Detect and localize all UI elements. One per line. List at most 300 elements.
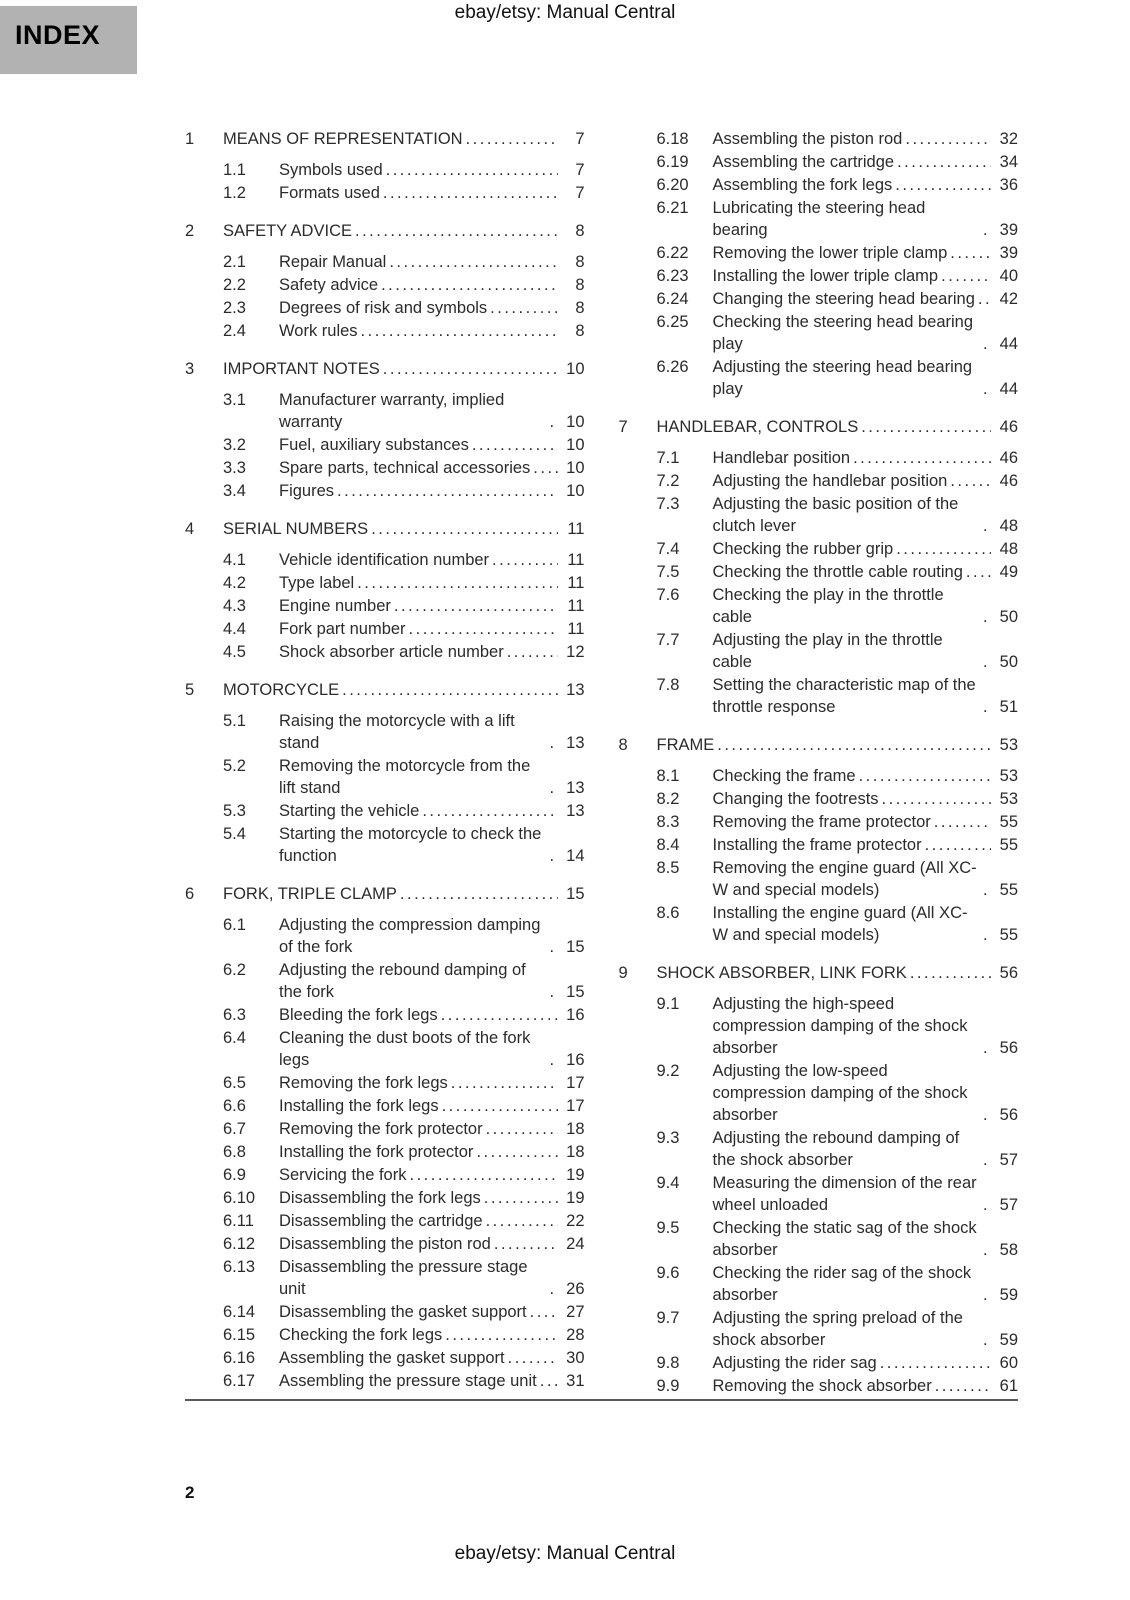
entry-number: 6.12 [223,1235,256,1253]
dot-leader [905,128,991,150]
toc-item-entry [223,1210,585,1232]
entry-number: 3.4 [223,482,246,500]
entry-title: Safety advice [279,276,379,294]
dot-leader [983,1194,991,1216]
entry-body [279,755,585,799]
entry-page: 39 [999,244,1018,262]
entry-number: 3.3 [223,459,246,477]
entry-body [713,1172,1019,1216]
toc-item-entry [223,1027,585,1071]
entry-body [713,1262,1019,1306]
entry-page: 11 [567,551,585,569]
toc-item-entry [657,1307,1019,1351]
entry-body [713,242,1019,264]
dot-leader [445,1324,557,1346]
entry-page: 53 [999,790,1018,808]
toc-item-entry [223,389,585,433]
entry-page: 57 [999,1151,1018,1169]
dot-leader [466,128,558,150]
dot-leader [355,220,558,242]
dot-leader [472,434,558,456]
entry-title: SERIAL NUMBERS [223,520,369,538]
toc-section-entry [185,518,585,540]
toc-item-entry [223,251,585,273]
entry-title: Adjusting the compression damping of the fork [279,916,541,956]
dot-leader [853,447,991,469]
entry-title: Installing the lower triple clamp [712,267,939,285]
toc-item-entry [223,1141,585,1163]
entry-body [279,274,585,296]
entry-page: 46 [999,418,1018,436]
entry-number: 7.5 [656,563,680,581]
dot-leader [859,765,991,787]
toc-item-entry [223,1004,585,1026]
entry-page: 11 [567,597,585,615]
entry-number: 6.14 [223,1303,256,1321]
entry-page: 13 [566,779,585,797]
dot-leader [983,378,991,400]
entry-body [657,962,1019,984]
entry-title: Installing the frame protector [712,836,922,854]
entry-page: 7 [575,161,585,179]
entry-number: 8.4 [656,836,680,854]
entry-title: Servicing the fork [279,1166,407,1184]
entry-number: 6.13 [223,1258,256,1276]
entry-title: Disassembling the gasket support [279,1303,527,1321]
entry-page: 7 [575,130,585,148]
entry-page: 8 [575,222,585,240]
entry-body [223,220,585,242]
entry-body [279,1095,585,1117]
entry-number: 7.7 [656,631,680,649]
dot-leader [550,777,558,799]
entry-body [279,1301,585,1323]
entry-body [279,572,585,594]
entry-title: Disassembling the cartridge [279,1212,483,1230]
dot-leader [442,1095,558,1117]
entry-number: 9.5 [656,1219,680,1237]
entry-title: MEANS OF REPRESENTATION [223,130,463,148]
toc-item-entry [657,902,1019,946]
dot-leader [540,1370,558,1392]
entry-title: Changing the steering head bearing [712,290,975,308]
entry-number: 3.2 [223,436,246,454]
entry-page: 50 [999,608,1018,626]
entry-body [279,480,585,502]
entry-number: 4.2 [223,574,246,592]
entry-number: 4.3 [223,597,246,615]
entry-number: 6.15 [223,1326,256,1344]
entry-page: 10 [566,413,585,431]
entry-number: 2.2 [223,276,246,294]
entry-number: 7.1 [656,449,680,467]
entry-body [713,151,1019,173]
toc-item-entry [223,159,585,181]
entry-number: 1.2 [223,184,246,202]
entry-title: Checking the play in the throttle cable [712,586,944,626]
entry-number: 5.3 [223,802,246,820]
entry-body [713,674,1019,718]
entry-body [713,128,1019,150]
toc-item-entry [223,1256,585,1300]
entry-page: 15 [566,885,585,903]
toc-section-entry [185,358,585,380]
entry-number: 9.2 [656,1062,680,1080]
toc-item-entry [223,320,585,342]
toc-section-entry [185,679,585,701]
toc-column-left [185,128,585,1398]
dot-leader [400,883,558,905]
toc-item-entry [657,993,1019,1059]
dot-leader [484,1187,558,1209]
entry-body [279,1187,585,1209]
entry-number: 9.8 [656,1354,680,1372]
dot-leader [394,595,558,617]
dot-leader [371,518,557,540]
entry-title: Checking the fork legs [279,1326,443,1344]
toc-section-entry [619,734,1019,756]
entry-body [713,834,1019,856]
toc-item-entry [223,572,585,594]
toc-item-entry [657,1172,1019,1216]
toc-item-entry [223,1095,585,1117]
dot-leader [550,936,558,958]
entry-page: 44 [999,380,1018,398]
toc-section-entry [185,883,585,905]
dot-leader [934,811,991,833]
entry-body [713,447,1019,469]
dot-leader [409,1164,557,1186]
entry-number: 5 [185,681,195,699]
dot-leader [409,618,558,640]
entry-number: 6.19 [656,153,689,171]
entry-number: 8 [618,736,628,754]
entry-number: 6.2 [223,961,246,979]
entry-page: 48 [999,517,1018,535]
entry-body [713,788,1019,810]
entry-number: 8.1 [656,767,680,785]
entry-page: 53 [999,736,1018,754]
entry-title: Cleaning the dust boots of the fork legs [279,1029,531,1069]
entry-page: 34 [999,153,1018,171]
entry-page: 53 [999,767,1018,785]
entry-number: 9.1 [656,995,680,1013]
dot-leader [389,251,557,273]
entry-title: Installing the engine guard (All XC-W and special models) [712,904,968,944]
entry-page: 30 [566,1349,585,1367]
toc-item-entry [223,1324,585,1346]
entry-body [713,1352,1019,1374]
entry-number: 7.2 [656,472,680,490]
entry-page: 48 [999,540,1018,558]
entry-title: Fork part number [279,620,406,638]
entry-number: 9.7 [656,1309,680,1327]
dot-leader [950,470,991,492]
toc-item-entry [223,710,585,754]
entry-title: Adjusting the rebound damping of the shock absorber [712,1129,960,1169]
dot-leader [983,879,991,901]
entry-number: 6.9 [223,1166,246,1184]
toc-item-entry [223,1118,585,1140]
entry-title: Adjusting the spring preload of the shock absorber [712,1309,963,1349]
entry-number: 6.10 [223,1189,256,1207]
entry-title: Repair Manual [279,253,387,271]
entry-title: SAFETY ADVICE [223,222,352,240]
entry-number: 6.22 [656,244,689,262]
toc-item-entry [223,1347,585,1369]
entry-body [279,618,585,640]
entry-title: Degrees of risk and symbols [279,299,488,317]
entry-title: Checking the frame [712,767,856,785]
entry-number: 9.3 [656,1129,680,1147]
entry-page: 39 [999,221,1018,239]
dot-leader [492,549,557,571]
entry-number: 5.2 [223,757,246,775]
entry-number: 1 [185,130,195,148]
toc-item-entry [223,1301,585,1323]
entry-body [713,1307,1019,1351]
entry-title: Starting the vehicle [279,802,420,820]
entry-page: 28 [566,1326,585,1344]
entry-title: Assembling the gasket support [279,1349,505,1367]
footer-title: ebay/etsy: Manual Central [454,1543,676,1564]
toc-item-entry [657,584,1019,628]
entry-title: Assembling the cartridge [712,153,895,171]
toc-item-entry [657,538,1019,560]
dot-leader [983,696,991,718]
entry-body [279,800,585,822]
entry-number: 6.17 [223,1372,256,1390]
entry-title: Checking the rider sag of the shock absorber [712,1264,972,1304]
entry-body [279,823,585,867]
page-number: 2 [185,1483,195,1502]
dot-leader [451,1072,558,1094]
entry-page: 12 [566,643,585,661]
entry-number: 9 [618,964,628,982]
entry-page: 8 [575,276,585,294]
dot-leader [386,159,558,181]
index-label: INDEX [0,6,137,74]
dot-leader [910,962,991,984]
dot-leader [983,924,991,946]
toc-item-entry [657,834,1019,856]
entry-body [279,914,585,958]
entry-page: 31 [566,1372,585,1390]
toc-item-entry [657,288,1019,310]
entry-number: 6.18 [656,130,689,148]
entry-title: Removing the fork legs [279,1074,448,1092]
entry-number: 6.5 [223,1074,246,1092]
toc-item-entry [657,765,1019,787]
entry-body [713,288,1019,310]
entry-body [713,493,1019,537]
entry-body [279,1210,585,1232]
entry-number: 9.9 [656,1377,680,1395]
entry-page: 19 [566,1166,585,1184]
entry-page: 59 [999,1331,1018,1349]
dot-leader [550,1278,558,1300]
entry-body [657,416,1019,438]
toc-item-entry [223,800,585,822]
entry-number: 6.26 [656,358,689,376]
toc-item-entry [657,311,1019,355]
entry-page: 14 [566,847,585,865]
entry-title: Starting the motorcycle to check the function [279,825,542,865]
dot-leader [935,1375,991,1397]
toc-item-entry [223,549,585,571]
entry-title: Disassembling the pressure stage unit [279,1258,528,1298]
entry-body [279,1004,585,1026]
entry-number: 4.5 [223,643,246,661]
entry-page: 11 [567,520,585,538]
entry-page: 32 [999,130,1018,148]
entry-title: Checking the static sag of the shock absorber [712,1219,977,1259]
entry-page: 56 [999,1106,1018,1124]
entry-title: Handlebar position [712,449,851,467]
dot-leader [896,538,991,560]
entry-page: 60 [999,1354,1018,1372]
toc-item-entry [223,274,585,296]
entry-title: Disassembling the piston rod [279,1235,491,1253]
entry-title: Adjusting the handlebar position [712,472,948,490]
toc-item-entry [657,561,1019,583]
dot-leader [983,1149,991,1171]
dot-leader [925,834,991,856]
entry-body [279,1141,585,1163]
dot-leader [441,1004,558,1026]
entry-page: 51 [999,698,1018,716]
entry-title: MOTORCYCLE [223,681,340,699]
table-of-contents [185,128,1018,1398]
toc-item-entry [223,1187,585,1209]
entry-title: Checking the throttle cable routing [712,563,963,581]
entry-title: Figures [279,482,335,500]
entry-title: Removing the frame protector [712,813,931,831]
entry-body [279,595,585,617]
entry-page: 55 [999,813,1018,831]
toc-item-entry [657,811,1019,833]
entry-title: Formats used [279,184,380,202]
toc-item-entry [657,1375,1019,1397]
toc-item-entry [223,595,585,617]
toc-section-entry [185,128,585,150]
toc-item-entry [657,1217,1019,1261]
entry-title: FRAME [656,736,715,754]
entry-number: 6.24 [656,290,689,308]
toc-item-entry [223,1233,585,1255]
entry-page: 10 [566,459,585,477]
entry-body [279,297,585,319]
entry-title: Adjusting the rebound damping of the fork [279,961,526,1001]
entry-body [713,857,1019,901]
entry-number: 9.4 [656,1174,680,1192]
entry-body [279,159,585,181]
entry-page: 11 [567,620,585,638]
entry-number: 6.3 [223,1006,246,1024]
toc-item-entry [223,641,585,663]
dot-leader [983,515,991,537]
dot-leader [950,242,991,264]
entry-title: Type label [279,574,355,592]
dot-leader [342,679,557,701]
entry-body [279,710,585,754]
entry-number: 6.7 [223,1120,246,1138]
toc-item-entry [657,1127,1019,1171]
entry-body [713,265,1019,287]
entry-page: 55 [999,926,1018,944]
entry-number: 7.6 [656,586,680,604]
entry-body [279,1072,585,1094]
entry-number: 6.6 [223,1097,246,1115]
entry-page: 15 [566,983,585,1001]
toc-item-entry [223,457,585,479]
entry-page: 13 [566,681,585,699]
entry-body [279,1370,585,1392]
entry-body [279,549,585,571]
entry-number: 6.25 [656,313,689,331]
dot-leader [861,416,991,438]
entry-number: 8.6 [656,904,680,922]
entry-page: 17 [566,1097,585,1115]
dot-leader [507,641,558,663]
entry-title: Work rules [279,322,358,340]
entry-body [713,174,1019,196]
entry-body [279,1256,585,1300]
entry-title: Symbols used [279,161,383,179]
entry-page: 10 [566,436,585,454]
entry-number: 7.4 [656,540,680,558]
entry-title: Adjusting the play in the throttle cable [712,631,943,671]
entry-body [279,389,585,433]
entry-page: 49 [999,563,1018,581]
entry-page: 13 [566,734,585,752]
entry-body [713,311,1019,355]
toc-item-entry [657,1262,1019,1306]
toc-item-entry [223,480,585,502]
entry-page: 16 [566,1051,585,1069]
entry-number: 6.11 [223,1212,254,1230]
entry-title: HANDLEBAR, CONTROLS [656,418,859,436]
entry-body [713,356,1019,400]
entry-body [279,1027,585,1071]
entry-body [713,561,1019,583]
toc-item-entry [657,242,1019,264]
dot-leader [422,800,557,822]
entry-body [713,765,1019,787]
entry-page: 55 [999,836,1018,854]
toc-item-entry [657,493,1019,537]
entry-title: Bleeding the fork legs [279,1006,438,1024]
entry-number: 1.1 [223,161,246,179]
dot-leader [486,1118,558,1140]
toc-item-entry [223,1370,585,1392]
entry-page: 42 [999,290,1018,308]
entry-number: 6.8 [223,1143,246,1161]
entry-page: 8 [575,253,585,271]
entry-page: 57 [999,1196,1018,1214]
toc-item-entry [223,959,585,1003]
entry-number: 9.6 [656,1264,680,1282]
entry-page: 24 [566,1235,585,1253]
toc-item-entry [657,1352,1019,1374]
dot-leader [983,606,991,628]
entry-body [713,993,1019,1059]
entry-page: 8 [575,299,585,317]
dot-leader [476,1141,557,1163]
entry-page: 26 [566,1280,585,1298]
entry-number: 8.5 [656,859,680,877]
dot-leader [983,1284,991,1306]
